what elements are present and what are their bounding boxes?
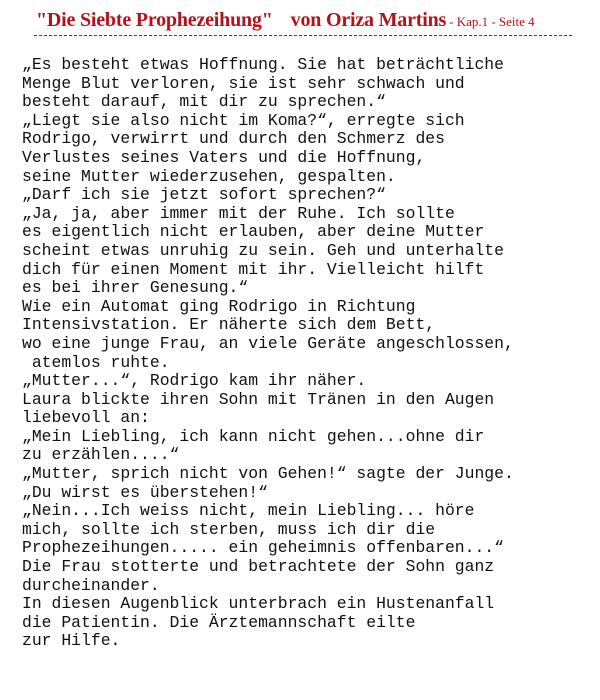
story-text <box>22 56 594 651</box>
header-divider <box>34 35 572 36</box>
author-name: von Oriza Martins <box>290 9 447 31</box>
page-header <box>36 10 535 30</box>
text-line: Prophezeihungen..... ein geheimnis offenbaren...“ <box>22 538 504 558</box>
text-line: „Mutter, sprich nicht von Gehen!“ sagte der Junge. <box>22 464 514 484</box>
chapter-page-label: - Kap.1 - Seite 4 <box>449 14 535 29</box>
text-line: „Mein Liebling, ich kann nicht gehen...ohne dir <box>22 426 485 446</box>
text-line: Wie ein Automat ging Rodrigo in Richtung <box>22 296 416 316</box>
text-line: „Darf ich sie jetzt sofort sprechen?“ <box>22 185 386 205</box>
text-line: durcheinander. <box>22 575 160 595</box>
text-line: scheint etwas unruhig zu sein. Geh und unterhalte <box>22 240 504 260</box>
text-line: atemlos ruhte. <box>22 352 170 372</box>
text-line: seine Mutter wiederzusehen, gespalten. <box>22 166 396 186</box>
text-line: „Nein...Ich weiss nicht, mein Liebling... höre <box>22 501 475 521</box>
text-line: Verlustes seines Vaters und die Hoffnung, <box>22 147 426 167</box>
text-line: die Patientin. Die Ärztemannschaft eilte <box>22 612 416 632</box>
text-line: Menge Blut verloren, sie ist sehr schwach und <box>22 73 465 93</box>
book-title: "Die Siebte Prophezeihung" <box>36 9 273 31</box>
text-line: wo eine junge Frau, an viele Geräte angeschlossen, <box>22 333 514 353</box>
text-line: es eigentlich nicht erlauben, aber deine Mutter <box>22 222 485 242</box>
text-line: dich für einen Moment mit ihr. Vielleicht hilft <box>22 259 485 279</box>
text-line: In diesen Augenblick unterbrach ein Hustenanfall <box>22 594 495 614</box>
text-line: es bei ihrer Genesung.“ <box>22 278 249 298</box>
text-line: Laura blickte ihren Sohn mit Tränen in den Augen <box>22 389 495 409</box>
text-line: zur Hilfe. <box>22 631 121 651</box>
text-line: Intensivstation. Er näherte sich dem Bett, <box>22 315 436 335</box>
text-line: liebevoll an: <box>22 408 150 428</box>
text-line: „Du wirst es überstehen!“ <box>22 482 268 502</box>
text-line: „Mutter...“, Rodrigo kam ihr näher. <box>22 371 367 391</box>
text-line: „Liegt sie also nicht im Koma?“, erregte sich <box>22 110 465 130</box>
text-line: „Es besteht etwas Hoffnung. Sie hat beträchtliche <box>22 55 504 74</box>
text-line: Rodrigo, verwirrt und durch den Schmerz des <box>22 129 445 149</box>
text-line: „Ja, ja, aber immer mit der Ruhe. Ich sollte <box>22 203 455 223</box>
text-line: besteht darauf, mit dir zu sprechen.“ <box>22 92 386 112</box>
text-line: mich, sollte ich sterben, muss ich dir die <box>22 519 436 539</box>
text-line: zu erzählen....“ <box>22 445 180 465</box>
text-line: Die Frau stotterte und betrachtete der Sohn ganz <box>22 557 495 577</box>
